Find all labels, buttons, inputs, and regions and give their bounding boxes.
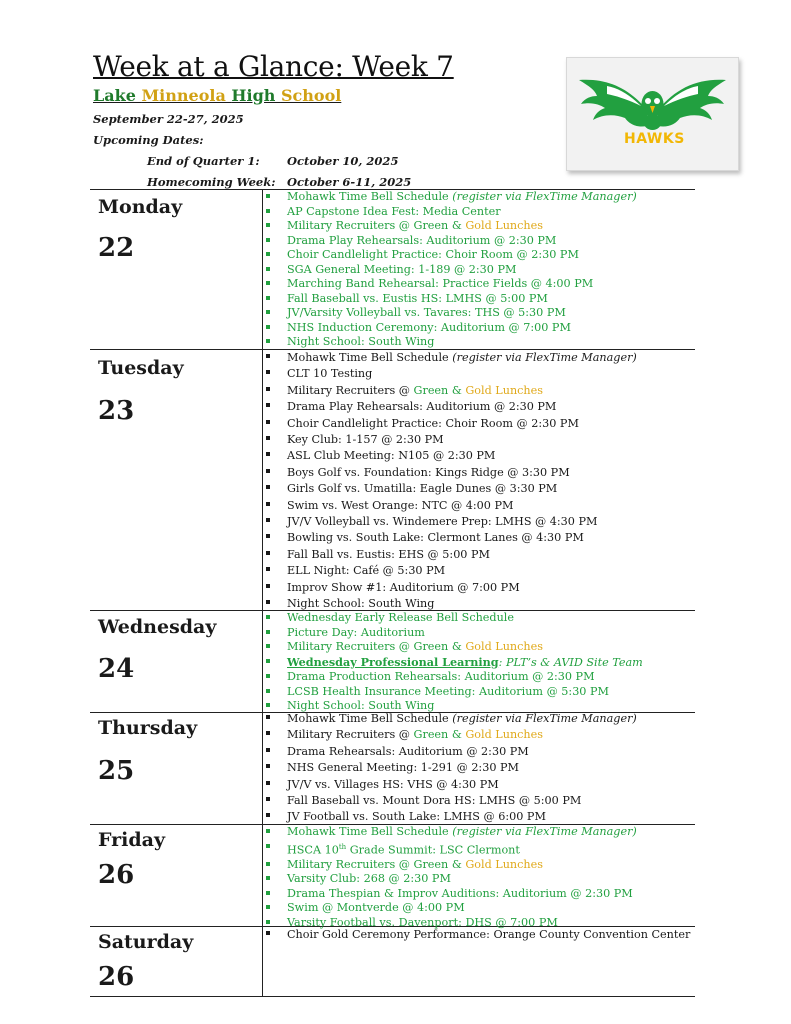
- day-number-friday: 26: [98, 860, 135, 890]
- logo-text: HAWKS: [624, 131, 685, 147]
- day-name-monday: Monday: [98, 196, 183, 218]
- list-item: JV/V vs. Villages HS: VHS @ 4:30 PM: [266, 777, 637, 793]
- list-item: Military Recruiters @ Green & Gold Lunches: [266, 640, 643, 655]
- hawk-icon: [567, 58, 738, 170]
- list-item: LCSB Health Insurance Meeting: Auditorium @ 5:30 PM: [266, 685, 643, 700]
- page-title: Week at a Glance: Week 7: [93, 50, 454, 83]
- list-item: Fall Ball vs. Eustis: EHS @ 5:00 PM: [266, 547, 637, 563]
- list-item: Boys Golf vs. Foundation: Kings Ridge @ 3:30 PM: [266, 465, 637, 481]
- list-item: Picture Day: Auditorium: [266, 626, 643, 641]
- list-item: JV/V Volleyball vs. Windemere Prep: LMHS @ 4:30 PM: [266, 514, 637, 530]
- list-item: Key Club: 1-157 @ 2:30 PM: [266, 432, 637, 448]
- list-item: NHS General Meeting: 1-291 @ 2:30 PM: [266, 760, 637, 776]
- list-item: Fall Baseball vs. Mount Dora HS: LMHS @ 5:00 PM: [266, 793, 637, 809]
- list-item: Swim @ Montverde @ 4:00 PM: [266, 901, 637, 916]
- upcoming-value-quarter: October 10, 2025: [287, 154, 399, 168]
- day-name-thursday: Thursday: [98, 717, 198, 739]
- list-item: Drama Production Rehearsals: Auditorium @ 2:30 PM: [266, 670, 643, 685]
- school-word-school: School: [280, 86, 342, 105]
- list-item: Marching Band Rehearsal: Practice Fields @ 4:00 PM: [266, 277, 637, 292]
- event-list-thursday: [266, 711, 637, 826]
- event-list-saturday: [266, 927, 690, 943]
- event-list-tuesday: [266, 350, 637, 613]
- list-item: Military Recruiters @ Green & Gold Lunches: [266, 727, 637, 743]
- list-item: Drama Play Rehearsals: Auditorium @ 2:30 PM: [266, 399, 637, 415]
- school-word-lake: Lake: [93, 86, 142, 105]
- list-item: Wednesday Professional Learning: PLT’s & AVID Site Team: [266, 655, 643, 671]
- hawks-logo: [566, 57, 739, 171]
- list-item: Night School: South Wing: [266, 335, 637, 350]
- event-list-monday: [266, 190, 637, 350]
- event-list-friday: [266, 825, 637, 930]
- upcoming-label-homecoming: Homecoming Week:: [147, 175, 276, 189]
- list-item: Choir Candlelight Practice: Choir Room @ 2:30 PM: [266, 248, 637, 263]
- list-item: JV/Varsity Volleyball vs. Tavares: THS @ 5:30 PM: [266, 306, 637, 321]
- list-item: Choir Candlelight Practice: Choir Room @ 2:30 PM: [266, 416, 637, 432]
- list-item: Fall Baseball vs. Eustis HS: LMHS @ 5:00 PM: [266, 292, 637, 307]
- day-number-saturday: 26: [98, 962, 135, 992]
- upcoming-label: Upcoming Dates:: [93, 133, 204, 147]
- list-item: Bowling vs. South Lake: Clermont Lanes @ 4:30 PM: [266, 530, 637, 546]
- school-word-minneola: Minneola: [141, 86, 232, 105]
- list-item: Drama Rehearsals: Auditorium @ 2:30 PM: [266, 744, 637, 760]
- list-item: SGA General Meeting: 1-189 @ 2:30 PM: [266, 263, 637, 278]
- row-divider: [90, 996, 695, 997]
- day-number-wednesday: 24: [98, 654, 135, 684]
- day-name-wednesday: Wednesday: [98, 616, 217, 638]
- list-item: AP Capstone Idea Fest: Media Center: [266, 205, 637, 220]
- list-item: Mohawk Time Bell Schedule (register via FlexTime Manager): [266, 711, 637, 727]
- list-item: Military Recruiters @ Green & Gold Lunches: [266, 858, 637, 873]
- list-item: Girls Golf vs. Umatilla: Eagle Dunes @ 3:30 PM: [266, 481, 637, 497]
- list-item: Mohawk Time Bell Schedule (register via FlexTime Manager): [266, 350, 637, 366]
- list-item: Choir Gold Ceremony Performance: Orange County Convention Center: [266, 927, 690, 943]
- upcoming-label-quarter: End of Quarter 1:: [147, 154, 260, 168]
- list-item: ELL Night: Café @ 5:30 PM: [266, 563, 637, 579]
- list-item: Night School: South Wing: [266, 596, 637, 612]
- list-item: Wednesday Early Release Bell Schedule: [266, 611, 643, 626]
- day-number-monday: 22: [98, 233, 135, 263]
- list-item: Military Recruiters @ Green & Gold Lunches: [266, 219, 637, 234]
- list-item: Drama Thespian & Improv Auditions: Auditorium @ 2:30 PM: [266, 887, 637, 902]
- list-item: CLT 10 Testing: [266, 366, 637, 382]
- list-item: Swim vs. West Orange: NTC @ 4:00 PM: [266, 498, 637, 514]
- list-item: NHS Induction Ceremony: Auditorium @ 7:00 PM: [266, 321, 637, 336]
- date-range: September 22-27, 2025: [93, 112, 244, 126]
- list-item: Mohawk Time Bell Schedule (register via FlexTime Manager): [266, 825, 637, 840]
- list-item: Varsity Football vs. Davenport: DHS @ 7:00 PM: [266, 916, 637, 931]
- day-number-thursday: 25: [98, 756, 135, 786]
- column-divider: [262, 189, 263, 997]
- day-name-tuesday: Tuesday: [98, 357, 184, 379]
- list-item: ASL Club Meeting: N105 @ 2:30 PM: [266, 448, 637, 464]
- upcoming-value-homecoming: October 6-11, 2025: [287, 175, 412, 189]
- list-item: Varsity Club: 268 @ 2:30 PM: [266, 872, 637, 887]
- list-item: Mohawk Time Bell Schedule (register via FlexTime Manager): [266, 190, 637, 205]
- list-item: Drama Play Rehearsals: Auditorium @ 2:30 PM: [266, 234, 637, 249]
- school-word-high: High: [231, 86, 281, 105]
- list-item: Night School: South Wing: [266, 699, 643, 714]
- day-name-friday: Friday: [98, 829, 166, 851]
- school-name: [93, 86, 341, 106]
- day-number-tuesday: 23: [98, 396, 135, 426]
- list-item: JV Football vs. South Lake: LMHS @ 6:00 PM: [266, 809, 637, 825]
- day-name-saturday: Saturday: [98, 931, 194, 953]
- list-item: HSCA 10th Grade Summit: LSC Clermont: [266, 840, 637, 858]
- list-item: Military Recruiters @ Green & Gold Lunches: [266, 383, 637, 399]
- event-list-wednesday: [266, 611, 643, 714]
- list-item: Improv Show #1: Auditorium @ 7:00 PM: [266, 580, 637, 596]
